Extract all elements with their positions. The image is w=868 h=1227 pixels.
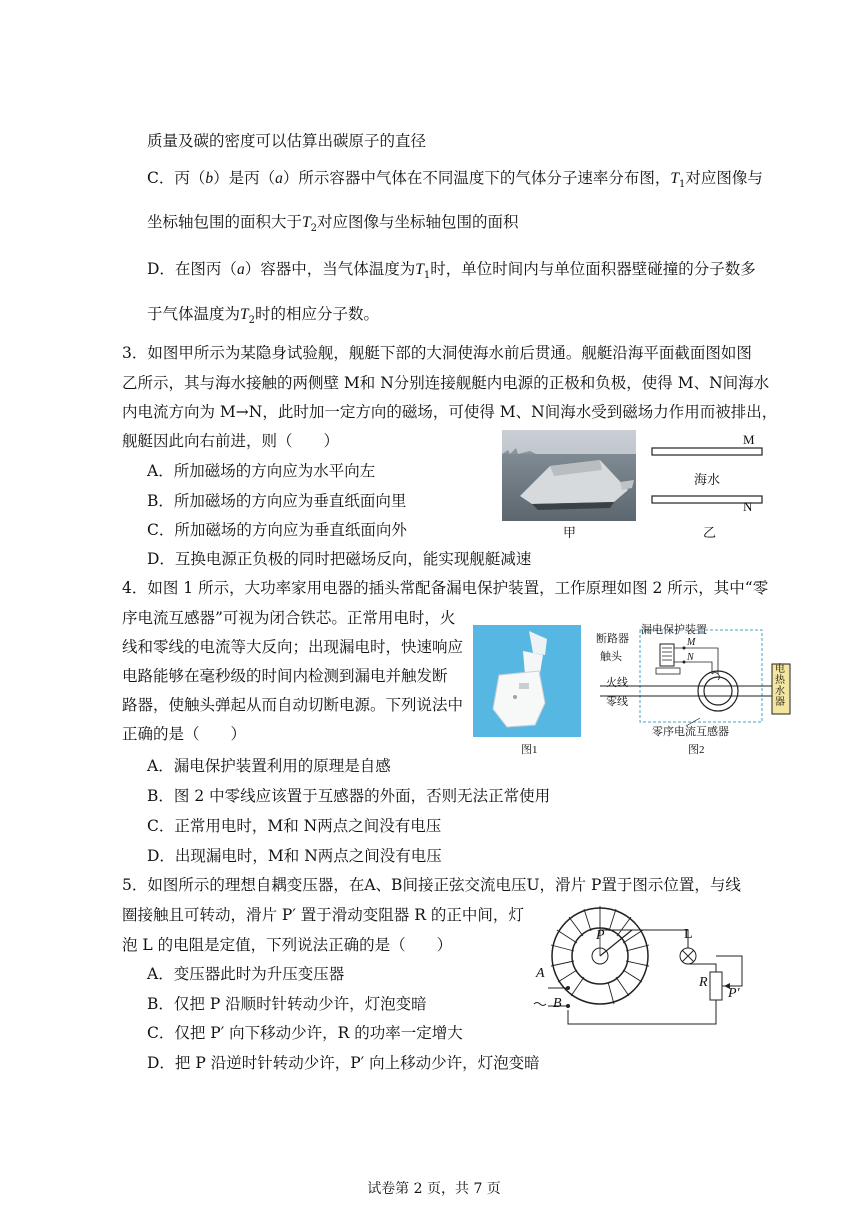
- breaker-label: 断路器: [596, 633, 629, 645]
- lamp-l-label: L: [684, 927, 693, 942]
- ship-photo: [502, 430, 636, 521]
- option-c-line2: 坐标轴包围的面积大于$T_2$对应图像与坐标轴包围的面积: [147, 213, 519, 235]
- q5-option-d: D．把 P 沿逆时针转动少许，P′ 向上移动少许，灯泡变暗: [147, 1054, 540, 1072]
- label-m: M: [743, 432, 755, 447]
- q3-option-c: C．所加磁场的方向应为垂直纸面向外: [147, 521, 407, 539]
- device-title: 漏电保护装置: [641, 624, 707, 636]
- q4-stem-line1: 4．如图 1 所示，大功率家用电器的插头常配备漏电保护装置，工作原理如图 2 所示，其中“零: [122, 579, 769, 597]
- neutral-wire-label: 零线: [606, 696, 628, 708]
- terminal-a-label: A: [536, 966, 545, 981]
- slider-p-prime-label: P′: [728, 986, 740, 1001]
- q3-option-a: A．所加磁场的方向应为水平向左: [147, 462, 376, 480]
- q3-stem-line3: 内电流方向为 M→N，此时加一定方向的磁场，可使得 M、N间海水受到磁场力作用而被排出，: [122, 403, 778, 421]
- q4-option-d: D．出现漏电时，M和 N两点之间没有电压: [147, 847, 442, 865]
- plug-photo: [473, 625, 581, 737]
- q4-stem-line5: 路器，使触头弹起从而自动切断电源。下列说法中: [122, 696, 464, 714]
- live-wire-label: 火线: [606, 677, 628, 689]
- option-d-line2: 于气体温度为$T_2$时的相应分子数。: [147, 305, 380, 327]
- q3-option-b: B．所加磁场的方向应为垂直纸面向里: [147, 492, 407, 510]
- q4-option-c: C．正常用电时，M和 N两点之间没有电压: [147, 817, 442, 835]
- q4-stem-line6: 正确的是（ ）: [122, 725, 247, 743]
- q4-stem-line3: 线和零线的电流等大反向；出现漏电时，快速响应: [122, 638, 464, 656]
- fig-caption-jia: 甲: [563, 525, 577, 540]
- point-m-label: M: [687, 637, 696, 648]
- resistor-r-label: R: [699, 975, 708, 990]
- fig-caption-2: 图2: [688, 744, 705, 756]
- q3-stem-line4: 舰艇因此向右前进，则（ ）: [122, 432, 340, 450]
- q3-stem-line1: 3．如图甲所示为某隐身试验舰，舰艇下部的大洞使海水前后贯通。舰艇沿海平面截面图如图: [122, 344, 752, 362]
- option-c-line1: C．丙（b）是丙（a）所示容器中气体在不同温度下的气体分子速率分布图，$T_1$对应图像与: [147, 169, 763, 191]
- option-d-line1: D．在图丙（a）容器中，当气体温度为$T_1$时，单位时间内与单位面积器壁碰撞的分子数多: [147, 260, 756, 282]
- q5-stem-line2: 圈接触且可转动，滑片 P′ 置于滑动变阻器 R 的正中间，灯: [122, 906, 524, 924]
- fig-caption-yi: 乙: [703, 525, 717, 540]
- q3-option-d: D．互换电源正负极的同时把磁场反向，能实现舰艇减速: [147, 550, 532, 568]
- slider-p-label: P: [596, 928, 605, 943]
- label-n: N: [743, 499, 753, 514]
- autotransformer-diagram: [528, 900, 784, 1028]
- q4-option-a: A．漏电保护装置利用的原理是自感: [147, 757, 391, 775]
- heater-label: 电热水器: [775, 664, 785, 708]
- q5-option-b: B．仅把 P 沿顺时针转动少许，灯泡变暗: [147, 995, 427, 1013]
- q4-stem-line2: 序电流互感器”可视为闭合铁芯。正常用电时，火: [122, 609, 456, 627]
- point-n-label: N: [687, 652, 694, 663]
- ct-label: 零序电流互感器: [652, 726, 729, 738]
- q4-option-b: B．图 2 中零线应该置于互感器的外面，否则无法正常使用: [147, 787, 551, 805]
- q5-option-c: C．仅把 P′ 向下移动少许，R 的功率一定增大: [147, 1024, 463, 1042]
- q5-stem-line1: 5．如图所示的理想自耦变压器，在A、B间接正弦交流电压U，滑片 P置于图示位置，与线: [122, 876, 741, 894]
- fig-caption-1: 图1: [521, 744, 538, 756]
- page-footer: 试卷第 2 页，共 7 页: [367, 1181, 501, 1197]
- terminal-b-label: B: [553, 996, 562, 1011]
- contact-label: 触头: [600, 651, 622, 663]
- q3-stem-line2: 乙所示，其与海水接触的两侧壁 M和 N分别连接舰艇内电源的正极和负极，使得 M、N间海水: [122, 374, 770, 392]
- q5-option-a: A．变压器此时为升压变压器: [147, 965, 345, 983]
- label-seawater: 海水: [694, 472, 721, 487]
- q4-stem-line4: 电路能够在毫秒级的时间内检测到漏电并触发断: [122, 667, 448, 685]
- plate-m: [652, 448, 762, 455]
- text-line: 质量及碳的密度可以估算出碳原子的直径: [147, 132, 427, 150]
- q5-stem-line3: 泡 L 的电阻是定值，下列说法正确的是（ ）: [122, 936, 453, 954]
